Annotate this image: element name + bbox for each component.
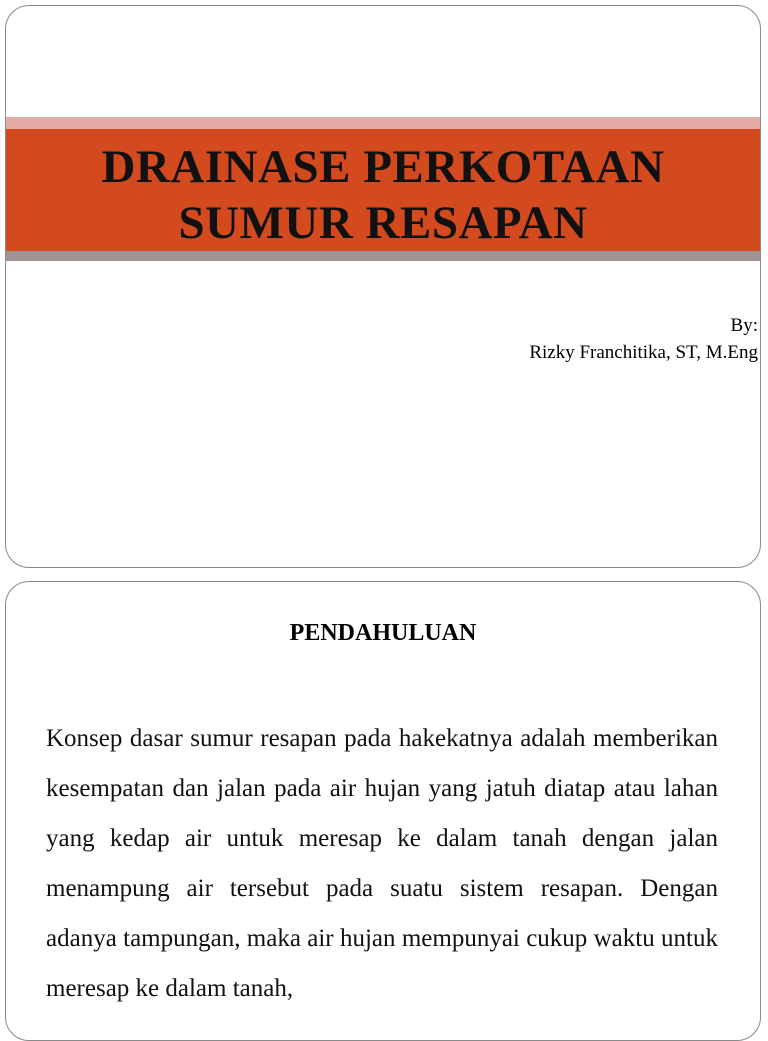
section-heading: PENDAHULUAN xyxy=(289,620,477,646)
title-line-2: SUMUR RESAPAN xyxy=(178,197,588,249)
title-slide xyxy=(5,5,761,568)
title-banner-bottom-stripe xyxy=(6,251,760,261)
title-line-1: DRAINASE PERKOTAAN xyxy=(101,141,665,193)
title-banner-top-stripe xyxy=(6,117,760,129)
body-paragraph: Konsep dasar sumur resapan pada hakekatnya adalah memberikan kesempatan dan jalan pada air hujan yang jatuh diatap atau lahan yang kedap air untuk meresap ke dalam tanah dengan jalan menampung air tersebut pada suatu sistem resapan. Dengan adanya tampungan, maka air hujan mempunyai cukup waktu untuk meresap ke dalam tanah, xyxy=(46,725,718,1002)
content-slide xyxy=(5,581,761,1041)
author-name: Rizky Franchitika, ST, M.Eng xyxy=(529,342,758,363)
by-label: By: xyxy=(730,315,758,336)
byline xyxy=(529,312,758,366)
slide-title xyxy=(6,139,760,251)
